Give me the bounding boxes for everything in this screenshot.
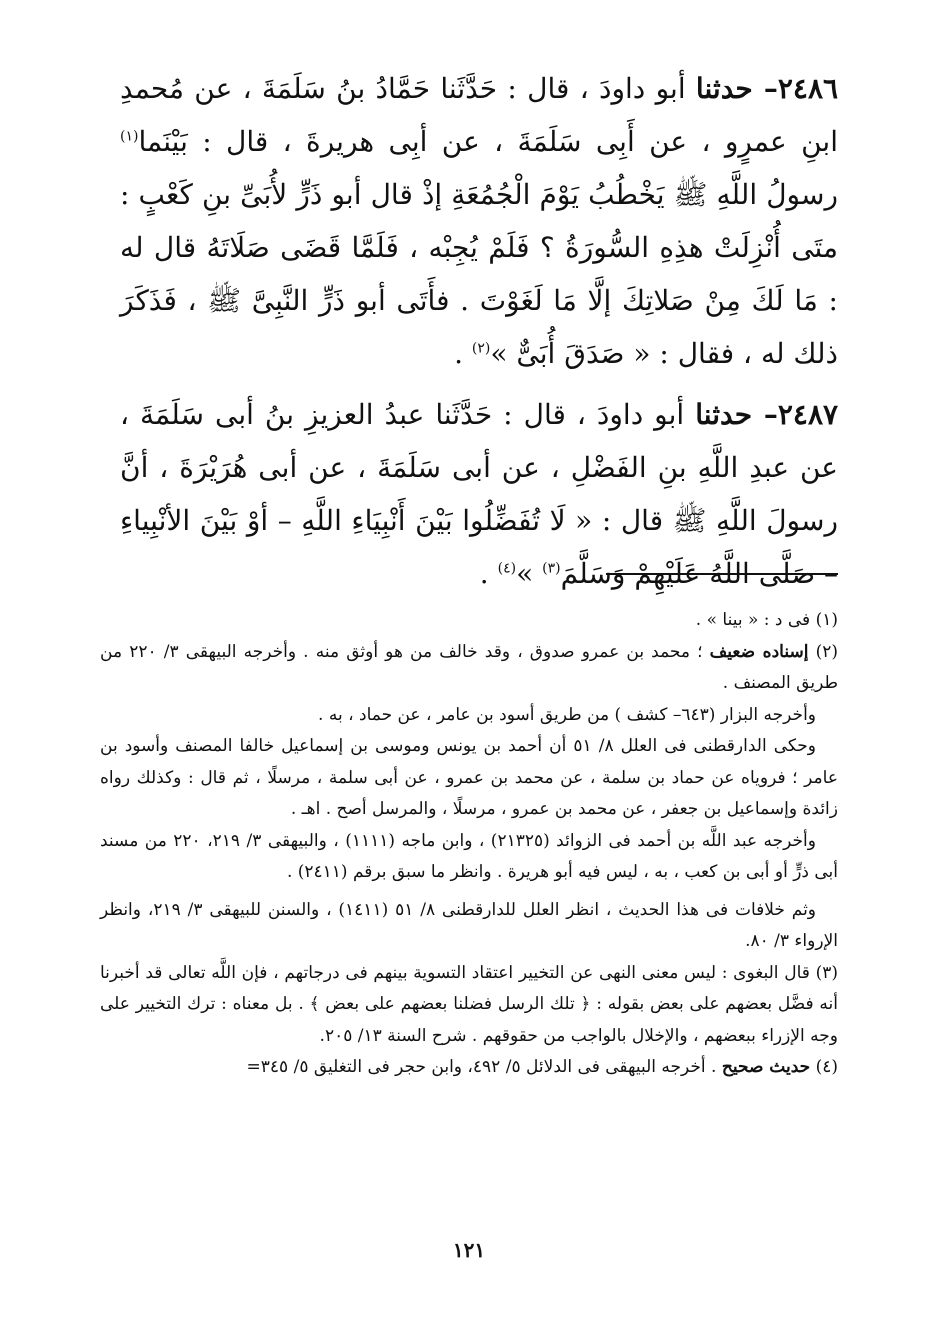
footnote-ref-2[interactable]: (٢) [471, 340, 491, 357]
hadith-2487 [120, 388, 838, 600]
footnote-ref-1[interactable]: (١) [120, 128, 139, 145]
footnote-2-para: وأخرجه البزار (٦٤٣– كشف ) من طريق أسود بن عامر ، عن حماد ، به . [318, 704, 816, 725]
hadith-text: أبو داودَ ، قال : حَدَّثَنا حَمَّادُ بنُ سَلَمَةَ ، عن مُحمدِ ابنِ عمرٍو ، عن أَبِى سَلَمَةَ ، عن أبِى هريرةَ ، قال : بَيْنَما [120, 72, 838, 158]
hadith-text: رسولُ اللَّهِ ﷺ يَخْطُبُ يَوْمَ الْجُمُعَةِ إذْ قال أبو ذَرٍّ لأُبَىِّ بنِ كَعْبٍ : متَى أُنْزِلَتْ هذِهِ السُّورَةُ ؟ فَلَمْ يُجِبْه ، فَلَمَّا قَضَى صَلَاتَهُ قال له : مَا لَكَ مِنْ صَلاتِكَ إلَّا مَا لَغَوْتَ . فأَتَى أبو ذَرٍّ النَّبِىَّ ﷺ ، فَذَكَرَ ذلك له ، فقال : « صَدَقَ أُبَىٌّ » [120, 178, 838, 370]
footnote-1: (١) فى د : « بينا » . [695, 610, 838, 630]
footnote-separator [606, 573, 838, 575]
footnote-4 [100, 1052, 838, 1084]
grading-label: حديث صحيح [721, 1057, 811, 1077]
hadith-2486 [120, 62, 838, 380]
hadith-label: – حدثنا [695, 398, 778, 431]
footnote-text: . أخرجه البيهقى فى الدلائل ٥/ ٤٩٢، وابن حجر فى التغليق ٥/ ٣٤٥= [246, 1057, 722, 1077]
hadith-text: » [516, 557, 543, 590]
hadith-text: أبو داودَ ، قال : حَدَّثَنا عبدُ العزيزِ بنُ أبى سَلَمَةَ ، عن عبدِ اللَّهِ بنِ الفَضْلِ ، عن أبى سَلَمَةَ ، عن أبى هُرَيْرَةَ ، أنَّ رسولَ اللَّهِ ﷺ قال : « لَا تُفَضِّلُوا بَيْنَ أَنْبِيَاءِ اللَّهِ – أوْ بَيْنَ الأنْبِياءِ – صَلَّى اللَّهُ عَلَيْهِمْ وَسَلَّمَ [120, 398, 838, 590]
footnotes [100, 605, 838, 1084]
footnote-marker: (٢) [808, 641, 838, 662]
footnote-ref-3[interactable]: (٣) [542, 560, 561, 577]
hadith-label: – حدثنا [695, 72, 778, 105]
main-text [120, 62, 838, 608]
hadith-number: ٢٤٨٧ [777, 398, 839, 431]
hadith-number: ٢٤٨٦ [777, 72, 839, 105]
footnote-3: (٣) قال البغوى : ليس معنى النهى عن التخيير اعتقاد التسوية بينهم فى درجاتهم ، فإن اللَّه تعالى قد أخبرنا أنه فضَّل بعضهم على بعض بقوله : ﴿ تلك الرسل فضلنا بعضهم على بعض ﴾ . بل معناه : ترك التخيير على وجه الإزراء ببعضهم ، والإخلال بالواجب من حقوقهم . شرح السنة ١٣/ ٢٠٥. [100, 962, 838, 1046]
hadith-text: . [454, 337, 472, 370]
footnote-text: ؛ محمد بن عمرو صدوق ، وقد خالف من هو أوثق منه . وأخرجه البيهقى ٣/ ٢٢٠ من طريق المصنف . [100, 641, 838, 693]
footnote-2-para: وثم خلافات فى هذا الحديث ، انظر العلل للدارقطنى ٨/ ٥١ (١٤١١) ، والسنن للبيهقى ٣/ ٢١٩، وانظر الإرواء ٣/ ٨٠. [100, 899, 838, 951]
footnote-ref-4[interactable]: (٤) [497, 560, 517, 577]
footnote-2-para: وأخرجه عبد اللَّه بن أحمد فى الزوائد (٢١٣٢٥) ، وابن ماجه (١١١١) ، والبيهقى ٣/ ٢١٩، ٢٢٠ من مسند أبى ذرٍّ أو أبى بن كعب ، به ، ليس فيه أبو هريرة . وانظر ما سبق برقم (٢٤١١) . [100, 830, 838, 882]
grading-label: إسناده ضعيف [709, 641, 809, 662]
footnote-2 [100, 637, 838, 700]
footnote-2-para: وحكى الدارقطنى فى العلل ٨/ ٥١ أن أحمد بن يونس وموسى بن إسماعيل خالفا المصنف وأسود بن عامر ؛ فروياه عن حماد بن سلمة ، عن محمد بن عمرو ، عن أبى سلمة ، مرسلًا ، ثم قال : وكذلك رواه زائدة وإسماعيل بن جعفر ، عن محمد بن عمرو ، مرسلًا ، والمرسل أصح . اهـ . [100, 736, 838, 819]
footnote-marker: (٤) [810, 1057, 838, 1077]
hadith-text: . [479, 557, 498, 590]
page-number: ١٢١ [452, 1238, 486, 1262]
